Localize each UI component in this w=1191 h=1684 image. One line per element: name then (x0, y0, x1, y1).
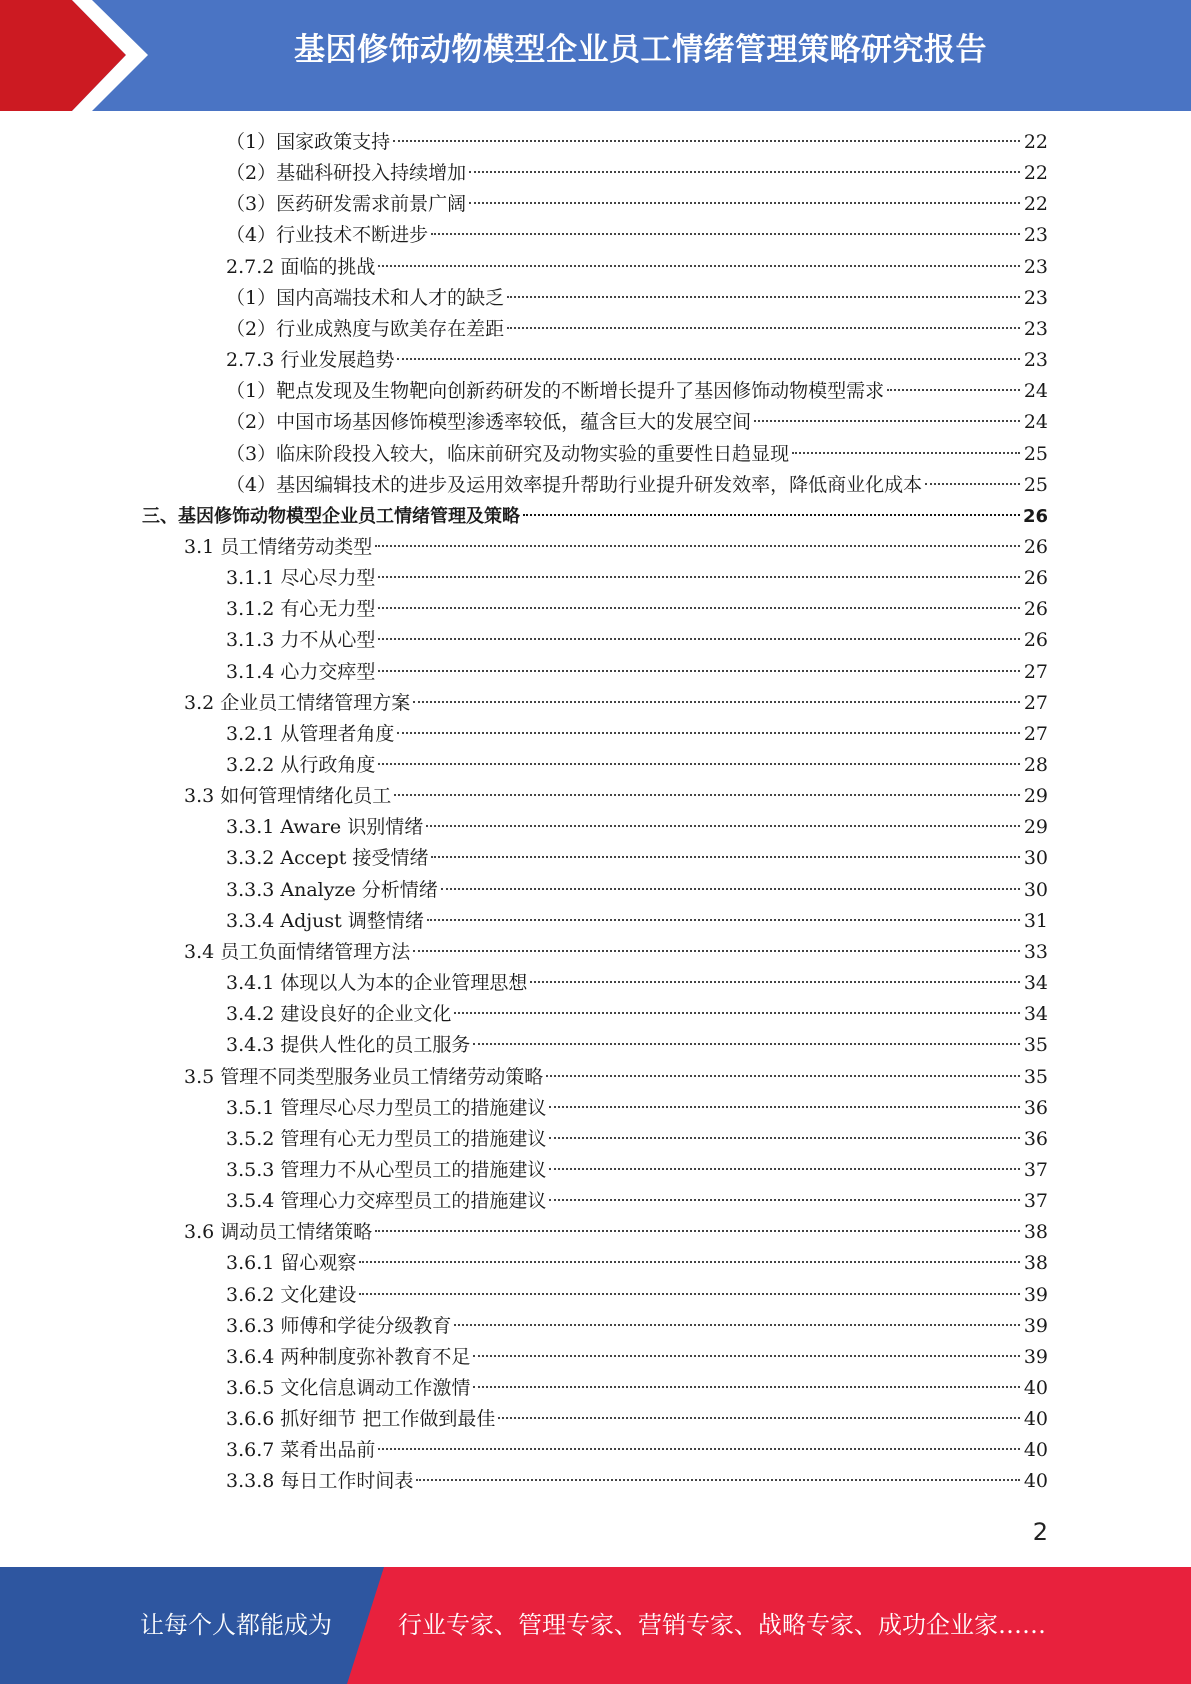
toc-entry-page: 34 (1023, 1003, 1048, 1026)
toc-dot-leader (378, 265, 1020, 267)
toc-entry-page: 24 (1023, 380, 1048, 403)
toc-entry-page: 22 (1023, 193, 1048, 216)
toc-entry-page: 36 (1023, 1127, 1048, 1150)
toc-entry-label: 3.1.2 有心无力型 (226, 598, 376, 621)
toc-entry-page: 29 (1023, 816, 1048, 839)
toc-entry-label: 3.5.3 管理力不从心型员工的措施建议 (226, 1158, 547, 1181)
toc-entry[interactable] (226, 594, 1048, 625)
toc-dot-leader (375, 1230, 1020, 1232)
toc-entry-label: 3.6.5 文化信息调动工作激情 (226, 1377, 471, 1399)
toc-dot-leader (887, 389, 1020, 391)
toc-entry-label: 3.1.3 力不从心型 (226, 629, 376, 652)
toc-dot-leader (549, 1137, 1020, 1139)
toc-dot-leader (549, 1199, 1020, 1201)
toc-entry-label: （1）靶点发现及生物靶向创新药研发的不断增长提升了基因修饰动物模型需求 (226, 380, 885, 403)
toc-dot-leader (426, 825, 1020, 827)
toc-entry-label: （2）基础科研投入持续增加 (226, 162, 467, 185)
toc-dot-leader (792, 452, 1020, 454)
toc-entry-label: 3.4.2 建设良好的企业文化 (226, 1003, 452, 1026)
toc-entry-page: 27 (1023, 722, 1048, 745)
toc-dot-leader (431, 233, 1020, 235)
toc-entry[interactable] (226, 1466, 1048, 1497)
toc-dot-leader (375, 545, 1020, 547)
toc-dot-leader (498, 1417, 1020, 1419)
toc-entry[interactable] (226, 1311, 1048, 1342)
toc-entry-page: 27 (1023, 660, 1048, 683)
page-number: 2 (1032, 1518, 1048, 1546)
toc-entry-label: 3.2.1 从管理者角度 (226, 722, 395, 745)
toc-entry[interactable] (226, 407, 1048, 438)
toc-entry-page: 23 (1023, 286, 1048, 309)
toc-entry[interactable] (226, 1435, 1048, 1466)
toc-entry-page: 33 (1023, 940, 1048, 963)
toc-dot-leader (378, 763, 1020, 765)
toc-entry-page: 38 (1023, 1221, 1048, 1244)
toc-entry[interactable] (226, 906, 1048, 937)
toc-entry-page: 23 (1023, 224, 1048, 247)
toc-dot-leader (473, 1355, 1020, 1357)
toc-entry-label: 3.5.1 管理尽心尽力型员工的措施建议 (226, 1096, 547, 1119)
toc-dot-leader (359, 1261, 1020, 1263)
toc-entry-label: 2.7.2 面临的挑战 (226, 255, 376, 278)
toc-dot-leader (359, 1293, 1020, 1295)
toc-entry[interactable] (226, 1030, 1048, 1061)
toc-entry-label: （2）中国市场基因修饰模型渗透率较低，蕴含巨大的发展空间 (226, 411, 752, 434)
page-footer (0, 1567, 1191, 1684)
toc-entry[interactable] (226, 252, 1048, 283)
toc-entry-label: 3.6.7 菜肴出品前 (226, 1439, 376, 1462)
toc-entry-page: 29 (1023, 785, 1048, 808)
toc-entry-page: 38 (1023, 1252, 1048, 1275)
toc-entry[interactable] (226, 1124, 1048, 1155)
toc-entry[interactable] (184, 781, 1048, 812)
toc-entry[interactable] (226, 439, 1048, 470)
toc-dot-leader (469, 202, 1020, 204)
toc-entry-label: 3.4.3 提供人性化的员工服务 (226, 1034, 471, 1057)
toc-entry[interactable] (226, 283, 1048, 314)
toc-entry-label: 3.1 员工情绪劳动类型 (184, 535, 373, 558)
footer-slogan-right: 行业专家、管理专家、营销专家、战略专家、成功企业家…… (398, 1611, 1046, 1639)
toc-dot-leader (507, 327, 1020, 329)
toc-entry-page: 25 (1023, 442, 1048, 465)
toc-dot-leader (754, 420, 1020, 422)
toc-dot-leader (413, 701, 1020, 703)
toc-entry-page: 31 (1023, 909, 1048, 932)
toc-entry[interactable] (226, 625, 1048, 656)
toc-dot-leader (530, 981, 1020, 983)
toc-entry[interactable] (142, 501, 1048, 532)
toc-dot-leader (546, 1075, 1020, 1077)
toc-entry-label: 3.6.6 抓好细节 把工作做到最佳 (226, 1408, 496, 1431)
toc-entry[interactable] (184, 1062, 1048, 1093)
toc-entry[interactable] (184, 1217, 1048, 1248)
toc-entry-page: 24 (1023, 411, 1048, 434)
toc-entry-page: 26 (1023, 598, 1048, 621)
toc-entry-page: 23 (1023, 255, 1048, 278)
toc-dot-leader (549, 1106, 1020, 1108)
toc-entry-page: 40 (1023, 1470, 1048, 1493)
toc-entry-page: 26 (1022, 505, 1048, 527)
toc-entry-page: 40 (1023, 1439, 1048, 1462)
toc-entry-label: 3.5.2 管理有心无力型员工的措施建议 (226, 1127, 547, 1150)
toc-entry-page: 36 (1023, 1096, 1048, 1119)
toc-entry-page: 27 (1023, 691, 1048, 714)
toc-entry-label: 3.3.4 Adjust 调整情绪 (226, 909, 424, 932)
toc-entry-label: 3.1.1 尽心尽力型 (226, 567, 376, 590)
toc-dot-leader (549, 1168, 1020, 1170)
toc-entry-label: 3.3 如何管理情绪化员工 (184, 785, 392, 808)
toc-entry[interactable] (226, 345, 1048, 376)
toc-entry[interactable] (226, 127, 1048, 158)
toc-entry[interactable] (184, 937, 1048, 968)
toc-entry-label: 3.4 员工负面情绪管理方法 (184, 940, 411, 963)
toc-dot-leader (523, 514, 1020, 516)
toc-entry[interactable] (226, 1186, 1048, 1217)
toc-entry[interactable] (184, 532, 1048, 563)
toc-entry-page: 30 (1023, 878, 1048, 901)
toc-entry-label: 3.6 调动员工情绪策略 (184, 1221, 373, 1244)
toc-entry[interactable] (226, 657, 1048, 688)
toc-entry-label: 3.6.4 两种制度弥补教育不足 (226, 1345, 471, 1368)
toc-dot-leader (507, 296, 1020, 298)
toc-entry-label: （2）行业成熟度与欧美存在差距 (226, 317, 505, 340)
toc-entry[interactable] (226, 750, 1048, 781)
toc-entry[interactable] (226, 1155, 1048, 1186)
toc-entry-page: 23 (1023, 317, 1048, 340)
toc-entry-page: 22 (1023, 131, 1048, 153)
toc-dot-leader (454, 1324, 1020, 1326)
toc-entry-label: 3.3.8 每日工作时间表 (226, 1470, 414, 1493)
toc-entry-label: 3.6.3 师傅和学徒分级教育 (226, 1314, 452, 1337)
toc-entry-page: 26 (1023, 629, 1048, 652)
toc-entry[interactable] (226, 1404, 1048, 1435)
toc-dot-leader (378, 638, 1020, 640)
toc-entry-page: 26 (1023, 535, 1048, 558)
toc-entry[interactable] (226, 968, 1048, 999)
toc-entry-label: 3.6.2 文化建设 (226, 1283, 357, 1306)
toc-dot-leader (378, 670, 1020, 672)
toc-entry-label: 2.7.3 行业发展趋势 (226, 349, 395, 372)
toc-dot-leader (378, 607, 1020, 609)
toc-entry-label: 3.4.1 体现以人为本的企业管理思想 (226, 972, 528, 995)
toc-dot-leader (397, 358, 1020, 360)
toc-entry-label: （1）国内高端技术和人才的缺乏 (226, 286, 505, 309)
toc-entry[interactable] (226, 719, 1048, 750)
toc-entry-page: 22 (1023, 162, 1048, 185)
toc-entry-page: 39 (1023, 1314, 1048, 1337)
toc-entry[interactable] (226, 376, 1048, 407)
toc-entry[interactable] (226, 1093, 1048, 1124)
toc-entry[interactable] (226, 189, 1048, 220)
toc-dot-leader (473, 1386, 1020, 1388)
toc-entry[interactable] (226, 563, 1048, 594)
toc-entry[interactable] (226, 1248, 1048, 1279)
toc-entry-page: 26 (1023, 567, 1048, 590)
toc-entry-label: （4）基因编辑技术的进步及运用效率提升帮助行业提升研发效率，降低商业化成本 (226, 473, 923, 496)
toc-dot-leader (469, 171, 1020, 173)
toc-dot-leader (393, 140, 1020, 142)
footer-slogan-left: 让每个人都能成为 (140, 1611, 332, 1639)
toc-entry[interactable] (226, 999, 1048, 1030)
toc-entry-page: 28 (1023, 754, 1048, 776)
toc-entry-label: （3）医药研发需求前景广阔 (226, 193, 467, 216)
toc-entry-label: 3.5 管理不同类型服务业员工情绪劳动策略 (184, 1065, 544, 1088)
toc-entry[interactable] (226, 220, 1048, 251)
toc-dot-leader (473, 1043, 1020, 1045)
toc-entry-page: 39 (1023, 1283, 1048, 1306)
toc-entry[interactable] (226, 843, 1048, 874)
toc-entry[interactable] (184, 688, 1048, 719)
toc-entry[interactable] (226, 1280, 1048, 1311)
toc-dot-leader (431, 856, 1020, 858)
toc-entry-label: 3.3.1 Aware 识别情绪 (226, 816, 424, 839)
toc-entry-page: 40 (1023, 1377, 1048, 1399)
toc-entry-page: 37 (1023, 1190, 1048, 1213)
toc-dot-leader (441, 888, 1020, 890)
toc-dot-leader (378, 576, 1020, 578)
toc-entry-page: 30 (1023, 847, 1048, 870)
toc-entry[interactable] (226, 1342, 1048, 1373)
toc-dot-leader (416, 1479, 1020, 1481)
toc-entry-label: 3.6.1 留心观察 (226, 1252, 357, 1275)
toc-entry[interactable] (226, 314, 1048, 345)
toc-dot-leader (454, 1012, 1020, 1014)
report-title: 基因修饰动物模型企业员工情绪管理策略研究报告 (294, 32, 987, 68)
toc-entry-label: 3.5.4 管理心力交瘁型员工的措施建议 (226, 1190, 547, 1213)
toc-entry-label: 3.2 企业员工情绪管理方案 (184, 691, 411, 714)
toc-dot-leader (427, 919, 1020, 921)
toc-entry-label: （1）国家政策支持 (226, 131, 391, 153)
page-header (0, 0, 1191, 111)
toc-entry[interactable] (226, 158, 1048, 189)
toc-entry-label: 3.1.4 心力交瘁型 (226, 660, 376, 683)
toc-dot-leader (925, 483, 1020, 485)
toc-entry[interactable] (226, 875, 1048, 906)
toc-entry-label: 三、基因修饰动物模型企业员工情绪管理及策略 (142, 505, 520, 527)
toc-entry-label: 3.3.2 Accept 接受情绪 (226, 847, 429, 870)
toc-entry-page: 40 (1023, 1408, 1048, 1431)
toc-entry-page: 23 (1023, 349, 1048, 372)
toc-entry-label: 3.2.2 从行政角度 (226, 754, 376, 776)
toc-dot-leader (394, 794, 1020, 796)
toc-entry[interactable] (226, 1373, 1048, 1404)
toc-entry-page: 34 (1023, 972, 1048, 995)
toc-entry-label: 3.3.3 Analyze 分析情绪 (226, 878, 438, 901)
toc-dot-leader (378, 1448, 1020, 1450)
toc-entry-page: 25 (1023, 473, 1048, 496)
toc-dot-leader (397, 732, 1020, 734)
toc-entry-page: 37 (1023, 1158, 1048, 1181)
toc-entry[interactable] (226, 470, 1048, 501)
toc-entry-page: 35 (1023, 1034, 1048, 1057)
toc-entry-label: （4）行业技术不断进步 (226, 224, 429, 247)
toc-entry-page: 39 (1023, 1345, 1048, 1368)
toc-entry-label: （3）临床阶段投入较大，临床前研究及动物实验的重要性日趋显现 (226, 442, 790, 465)
toc-dot-leader (413, 950, 1020, 952)
toc-entry-page: 35 (1023, 1065, 1048, 1088)
toc-entry[interactable] (226, 812, 1048, 843)
